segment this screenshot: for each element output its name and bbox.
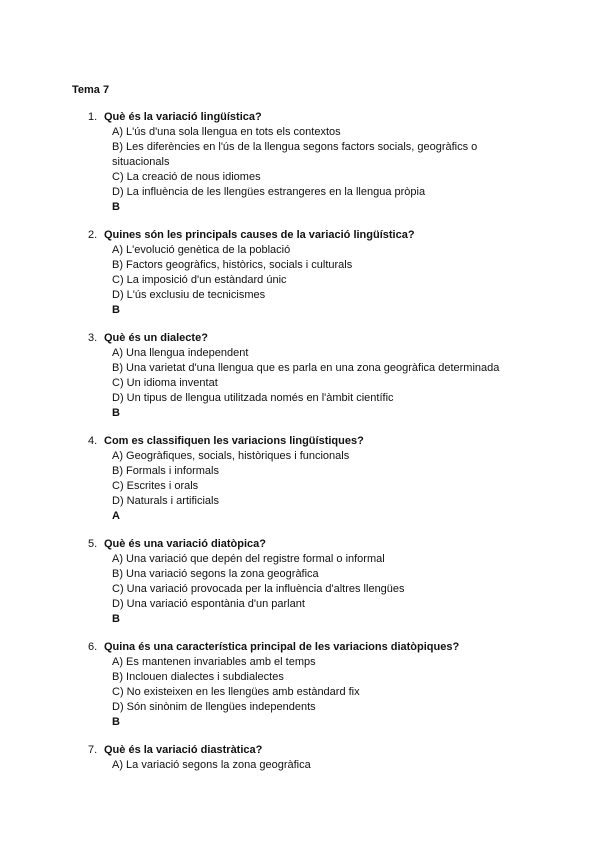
option-list [88, 125, 532, 215]
question-text: Com es classifiquen les variacions lingüístiques? [104, 435, 364, 447]
option-line: B) Formals i informals [112, 465, 219, 477]
option-list [88, 449, 532, 524]
question-number: 1. [88, 111, 98, 123]
question-text: Què és un dialecte? [104, 332, 208, 344]
page-title: Tema 7 [72, 84, 110, 96]
question-number: 6. [88, 641, 98, 653]
option-line: B) Una varietat d'una llengua que es parla en una zona geogràfica determinada [112, 362, 500, 374]
option-line: C) Un idioma inventat [112, 377, 218, 389]
question-list [72, 110, 532, 773]
question-head [88, 434, 532, 449]
option-line: D) La influència de les llengües estrangeres en la llengua pròpia [112, 186, 426, 198]
option-list [88, 552, 532, 627]
question-head [88, 228, 532, 243]
option-line: A) L'evolució genètica de la població [112, 244, 291, 256]
option-line: C) Escrites i orals [112, 480, 199, 492]
answer-letter: B [112, 613, 120, 625]
question-number: 7. [88, 744, 98, 756]
answer-letter: B [112, 304, 120, 316]
answer-letter: A [112, 510, 120, 522]
option-line: A) Geogràfiques, socials, històriques i funcionals [112, 450, 350, 462]
option-line: B) Les diferències en l'ús de la llengua segons factors socials, geogràfics o situacionals [112, 141, 478, 168]
question-text: Què és la variació diastràtica? [104, 744, 263, 756]
option-line: A) Es mantenen invariables amb el temps [112, 656, 316, 668]
option-line: A) Una llengua independent [112, 347, 249, 359]
answer-letter: B [112, 407, 120, 419]
question-number: 3. [88, 332, 98, 344]
question-head [88, 331, 532, 346]
question-item [88, 743, 532, 773]
option-line: D) Un tipus de llengua utilitzada només en l'àmbit científic [112, 392, 394, 404]
option-list [88, 758, 532, 773]
question-head [88, 110, 532, 125]
question-item [88, 537, 532, 627]
question-item [88, 331, 532, 421]
question-head [88, 743, 532, 758]
question-number: 5. [88, 538, 98, 550]
option-line: A) Una variació que depén del registre formal o informal [112, 553, 385, 565]
answer-letter: B [112, 201, 120, 213]
question-text: Què és una variació diatòpica? [104, 538, 266, 550]
question-text: Què és la variació lingüística? [104, 111, 262, 123]
question-text: Quines són les principals causes de la variació lingüística? [104, 229, 415, 241]
option-list [88, 655, 532, 730]
question-number: 2. [88, 229, 98, 241]
option-line: D) Naturals i artificials [112, 495, 219, 507]
question-head [88, 640, 532, 655]
option-line: C) No existeixen en les llengües amb estàndard fix [112, 686, 360, 698]
option-line: B) Una variació segons la zona geogràfica [112, 568, 319, 580]
answer-letter: B [112, 716, 120, 728]
question-item [88, 110, 532, 215]
question-item [88, 228, 532, 318]
option-line: B) Factors geogràfics, històrics, socials i culturals [112, 259, 353, 271]
option-line: C) La creació de nous idiomes [112, 171, 261, 183]
question-head [88, 537, 532, 552]
question-item [88, 640, 532, 730]
option-line: D) L'ús exclusiu de tecnicismes [112, 289, 266, 301]
option-line: D) Són sinònim de llengües independents [112, 701, 316, 713]
option-line: D) Una variació espontània d'un parlant [112, 598, 305, 610]
option-list [88, 346, 532, 421]
option-line: C) La imposició d'un estàndard únic [112, 274, 287, 286]
option-line: B) Inclouen dialectes i subdialectes [112, 671, 284, 683]
question-number: 4. [88, 435, 98, 447]
question-item [88, 434, 532, 524]
option-line: C) Una variació provocada per la influència d'altres llengües [112, 583, 405, 595]
question-text: Quina és una característica principal de les variacions diatòpiques? [104, 641, 460, 653]
option-line: A) L'ús d'una sola llengua en tots els contextos [112, 126, 341, 138]
option-line: A) La variació segons la zona geogràfica [112, 759, 311, 771]
option-list [88, 243, 532, 318]
